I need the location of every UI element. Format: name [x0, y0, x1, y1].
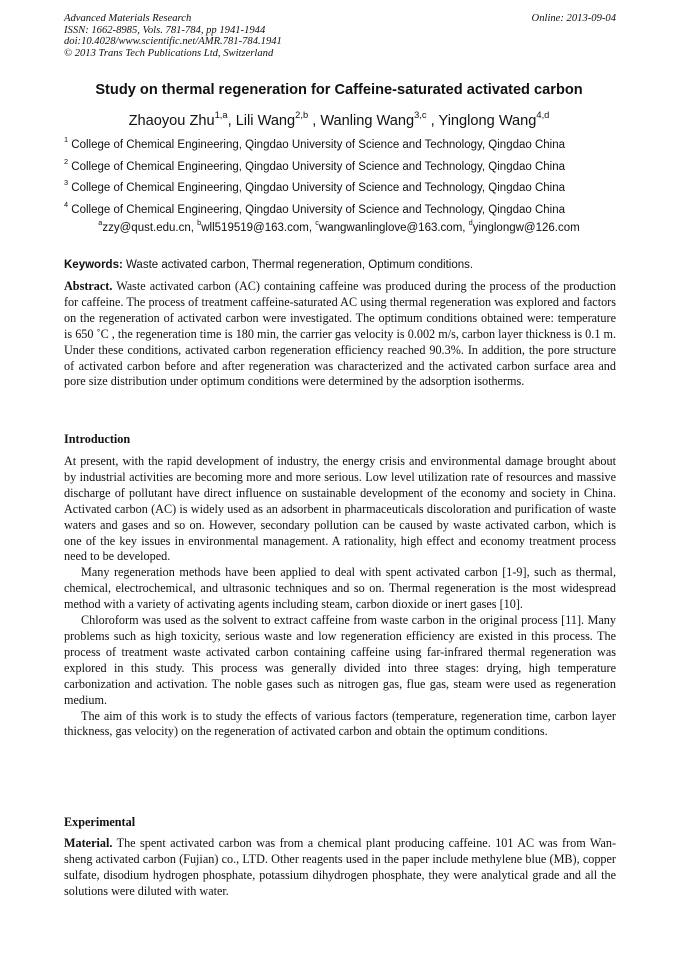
- doi-line: doi:10.4028/www.scientific.net/AMR.781-784.1941: [64, 36, 282, 47]
- email-link[interactable]: zzy@qust.edu.cn: [102, 222, 191, 234]
- affiliation-number: 3: [64, 178, 69, 188]
- keywords-text: Waste activated carbon, Thermal regeneration, Optimum conditions.: [126, 259, 474, 271]
- email-link[interactable]: wll519519@163.com: [201, 222, 309, 234]
- material-paragraph: [64, 836, 616, 900]
- author-list: Zhaoyou Zhu$^{1,a}$, Lili Wang$^{2,b}$ , Wanling Wang$^{3,c}$ , Yinglong Wang$^{4,d}$: [128, 109, 550, 129]
- paper-title: Study on thermal regeneration for Caffeine-saturated activated carbon: [95, 82, 583, 98]
- journal-name: Advanced Materials Research: [64, 13, 192, 24]
- paragraph: Many regeneration methods have been applied to deal with spent activated carbon [1-9], such as thermal, chemical, electrochemical, and ultrasonic techniques and so on. Thermal regeneration is the most widespread method with a variety of activating agents including steam, carbon dioxide or inert gases [10].: [64, 565, 616, 612]
- affiliation-text: College of Chemical Engineering, Qingdao University of Science and Technology, Qingdao China: [71, 203, 566, 216]
- paragraph: The aim of this work is to study the effects of various factors (temperature, regeneration time, carbon layer thickness, gas velocity) on the regeneration of activated carbon and obtain the optimum conditions.: [64, 708, 616, 739]
- journal-header: [64, 13, 616, 59]
- affiliation: [64, 201, 616, 223]
- author-superscript: 1,a: [214, 109, 228, 120]
- copyright-line: © 2013 Trans Tech Publications Ltd, Switzerland: [64, 47, 274, 59]
- affiliation-text: College of Chemical Engineering, Qingdao University of Science and Technology, Qingdao China: [71, 160, 566, 173]
- author-superscript: 2,b: [295, 109, 309, 120]
- material-text: The spent activated carbon was from a chemical plant producing caffeine. 101 AC was from Wan-sheng activated carbon (Fujian) co., LTD. Other reagents used in the paper include methylene blue (MB), copper sulfate, disodium hydrogen phosphate, potassium dihydrogen phosphate, they were analytical grade and all the solutions were diluted with water.: [64, 836, 617, 898]
- author-name: Wanling Wang: [320, 113, 415, 129]
- keywords: [64, 259, 616, 271]
- email-superscript: d: [468, 218, 473, 228]
- email-superscript: c: [315, 218, 319, 228]
- author-name: Zhaoyou Zhu: [128, 113, 215, 129]
- affiliation-text: College of Chemical Engineering, Qingdao University of Science and Technology, Qingdao China: [71, 139, 566, 151]
- affiliation-number: 4: [64, 199, 69, 209]
- online-date: Online: 2013-09-04: [531, 13, 616, 24]
- paragraph: Chloroform was used as the solvent to extract caffeine from waste carbon in the original process [11]. Many problems such as high toxicity, serious waste and low regeneration efficiency are existed in this process. The process of treatment waste activated carbon containing caffeine using far-infrared thermal regeneration was explored in this study. This process was generally divided into three stages: drying, high temperature carbonization and activation. The noble gases such as nitrogen gas, flue gas, steam were used as regeneration medium.: [64, 613, 616, 707]
- email-link[interactable]: yinglongw@126.com: [472, 222, 580, 234]
- affiliation-list: [64, 136, 616, 222]
- affiliation-number: 1: [64, 135, 69, 145]
- introduction-heading: Introduction: [64, 432, 131, 446]
- experimental-heading: Experimental: [64, 815, 136, 829]
- issn-line: ISSN: 1662-8985, Vols. 781-784, pp 1941-1944: [64, 24, 266, 36]
- author-superscript: 3,c: [414, 109, 427, 120]
- author-superscript: 4,d: [536, 109, 550, 120]
- paragraph: At present, with the rapid development of industry, the energy crisis and environmental damage brought about by industrial activities are becoming more and more serious. Low level utilization rate of resources and massive discharge of pollutant have direct influence on sustainable development of the economy and society in China. Activated carbon (AC) is widely used as an adsorbent in pharmaceuticals discoloration and purification of waste waters and gases and so on. However, secondary pollution can be caused by waste activated carbon, which is one of the key issues in environmental management. A rationality, high effect and economy treatment process need to be developed.: [64, 454, 616, 564]
- affiliation-text: College of Chemical Engineering, Qingdao University of Science and Technology, Qingdao China: [71, 182, 566, 194]
- abstract: [64, 279, 616, 390]
- abstract-text: Waste activated carbon (AC) containing caffeine was produced during the process of the production for caffeine. The process of treatment caffeine-saturated AC using thermal regeneration was explored and factors on the regeneration of activated carbon were investigated. The optimum conditions obtained were: temperature is 650 ˚C , the regeneration time is 180 min, the carrier gas velocity is 0.002 m/s, carbon layer thickness is 0.1 m. Under these conditions, activated carbon regeneration efficiency reached 90.3%. In addition, the pore structure of activated carbon before and after regeneration was characterized and the activated carbon surface area and pore size distribution under optimum conditions were determined by the adsorption isotherms.: [64, 279, 617, 389]
- keywords-label: Keywords:: [64, 259, 123, 271]
- abstract-label: Abstract.: [64, 279, 113, 293]
- email-superscript: a: [98, 218, 103, 228]
- email-list: $^a$zzy@qust.edu.cn, $^b$wll519519@163.com, $^c$wangwanlinglove@163.com, $^d$yinglongw@126.com: [98, 218, 580, 234]
- material-label: Material.: [64, 836, 113, 850]
- author-name: Yinglong Wang: [438, 113, 537, 129]
- affiliation: [64, 136, 616, 158]
- affiliation: [64, 158, 616, 180]
- email-link[interactable]: wangwanlinglove@163.com: [318, 222, 463, 234]
- affiliation-number: 2: [64, 156, 69, 166]
- introduction-body: [64, 454, 616, 740]
- author-name: Lili Wang: [235, 113, 296, 129]
- affiliation: [64, 179, 616, 201]
- email-superscript: b: [197, 218, 202, 228]
